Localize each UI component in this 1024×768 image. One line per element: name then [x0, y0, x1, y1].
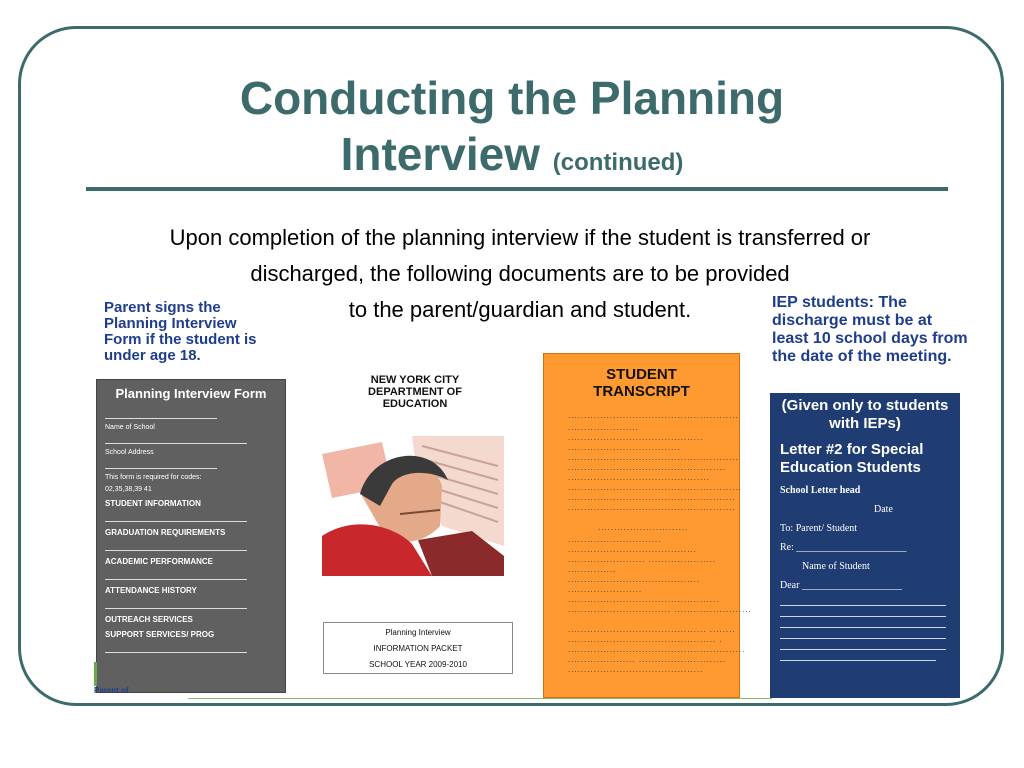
transcript-title [544, 366, 739, 400]
dotted-line: .................................................... [568, 503, 736, 512]
dotted-line: .......................................... [568, 433, 704, 442]
packet-line-2: INFORMATION PACKET [373, 644, 463, 653]
transcript-title-1: STUDENT [606, 366, 677, 383]
dotted-line: ....................................................... [568, 645, 746, 654]
form-title: Planning Interview Form [115, 386, 267, 401]
intro-line-1: Upon completion of the planning interview if the student is transferred or [169, 225, 871, 250]
codes-label: This form is required for codes: [105, 474, 202, 481]
dotted-line: ....................... [568, 585, 643, 594]
letter-title: Letter #2 for Special Education Students [780, 441, 924, 476]
dotted-line: ............... [568, 565, 617, 574]
dotted-line: ........................................ [568, 545, 697, 554]
dotted-line: ................................... [568, 443, 681, 452]
form-section: SUPPORT SERVICES/ PROG [105, 630, 215, 639]
form-line [105, 541, 247, 551]
title-main: Interview [340, 128, 540, 180]
student-name-label: Name of Student [802, 561, 870, 572]
title-line-2 [0, 126, 1024, 191]
parent-of-text: Parent of [94, 686, 129, 695]
dotted-line: ............................. [568, 535, 662, 544]
intro-line-2: discharged, the following documents are to be provided [250, 261, 790, 286]
parent-note: Parent signs the Planning Interview Form if the student is under age 18. [104, 299, 257, 364]
form-section: STUDENT INFORMATION [105, 499, 201, 508]
letter-line [780, 628, 946, 639]
given-only-note: (Given only to students with IEPs) [781, 397, 949, 432]
letter-line [780, 617, 946, 628]
school-name-label: Name of School [105, 424, 155, 431]
form-line [105, 570, 247, 580]
dotted-line: ................................ ........................ [568, 605, 752, 614]
form-line [105, 643, 247, 653]
title-rule [86, 187, 948, 191]
dotted-line: .......................................... [568, 665, 704, 674]
form-line [105, 599, 247, 609]
dear-text: Dear [780, 580, 800, 591]
transcript-title-2: TRANSCRIPT [593, 383, 690, 400]
student-clipart-image [322, 436, 504, 576]
to-label: To: Parent/ Student [780, 523, 858, 534]
dotted-line: ........................................... ........ [568, 625, 736, 634]
bottom-line [188, 698, 772, 699]
re-text: Re: [780, 542, 794, 553]
doe-line-1: NEW YORK CITY [370, 374, 460, 386]
dotted-line: .............................................. . [568, 635, 723, 644]
dotted-line: ........................ ..................... [568, 555, 717, 564]
dotted-line: ......................................... [568, 575, 701, 584]
info-packet-box [323, 622, 513, 674]
form-line [105, 459, 217, 469]
dotted-line: ..................................................... [568, 411, 739, 420]
student-transcript [543, 353, 752, 698]
dotted-line: .................................................... [568, 493, 736, 502]
form-section: ACADEMIC PERFORMANCE [105, 557, 213, 566]
doe-line-3: EDUCATION [382, 398, 448, 410]
iep-note: IEP students: The discharge must be at least 10 school days from the date of the meeting. [772, 294, 968, 365]
intro-line-3: to the parent/guardian and student. [348, 297, 692, 322]
green-strip [94, 662, 97, 686]
letter-line [780, 650, 936, 661]
dotted-line: ............................................... [568, 595, 720, 604]
dear-label: Dear ____________________ [780, 580, 902, 591]
letter-line [780, 606, 946, 617]
form-line [105, 512, 247, 522]
title-line-1: Conducting the Planning [239, 72, 785, 124]
form-line [105, 409, 217, 419]
form-section: ATTENDANCE HISTORY [105, 586, 197, 595]
packet-line-1: Planning Interview [385, 628, 451, 637]
form-line [105, 434, 247, 444]
letter-line [780, 639, 946, 650]
student-reading-illustration [322, 436, 504, 576]
doe-heading [340, 374, 490, 410]
slide-title [0, 70, 1024, 191]
letter-2-panel [770, 393, 960, 698]
form-section: OUTREACH SERVICES [105, 615, 193, 624]
letterhead-label: School Letter head [780, 485, 861, 496]
doe-line-2: DEPARTMENT OF [368, 386, 462, 398]
school-address-label: School Address [105, 449, 154, 456]
codes-values: 02,35,38,39 41 [105, 486, 152, 493]
form-section: GRADUATION REQUIREMENTS [105, 528, 226, 537]
dotted-line: ...................................................... [568, 483, 743, 492]
dotted-line: ............................................ [568, 473, 710, 482]
dotted-line: ..................... ........................... [568, 655, 726, 664]
dotted-line: ..................................................... [568, 453, 739, 462]
date-label: Date [874, 504, 893, 515]
re-label: Re: ______________________ [780, 542, 907, 553]
dotted-line: ............................ [598, 523, 689, 532]
packet-line-3: SCHOOL YEAR 2009-2010 [369, 660, 467, 669]
dotted-line: ................................................. [568, 463, 726, 472]
dotted-line: ...................... [568, 423, 639, 432]
title-continued: (continued) [552, 149, 684, 176]
planning-interview-form [96, 379, 286, 693]
letter-line [780, 595, 946, 606]
